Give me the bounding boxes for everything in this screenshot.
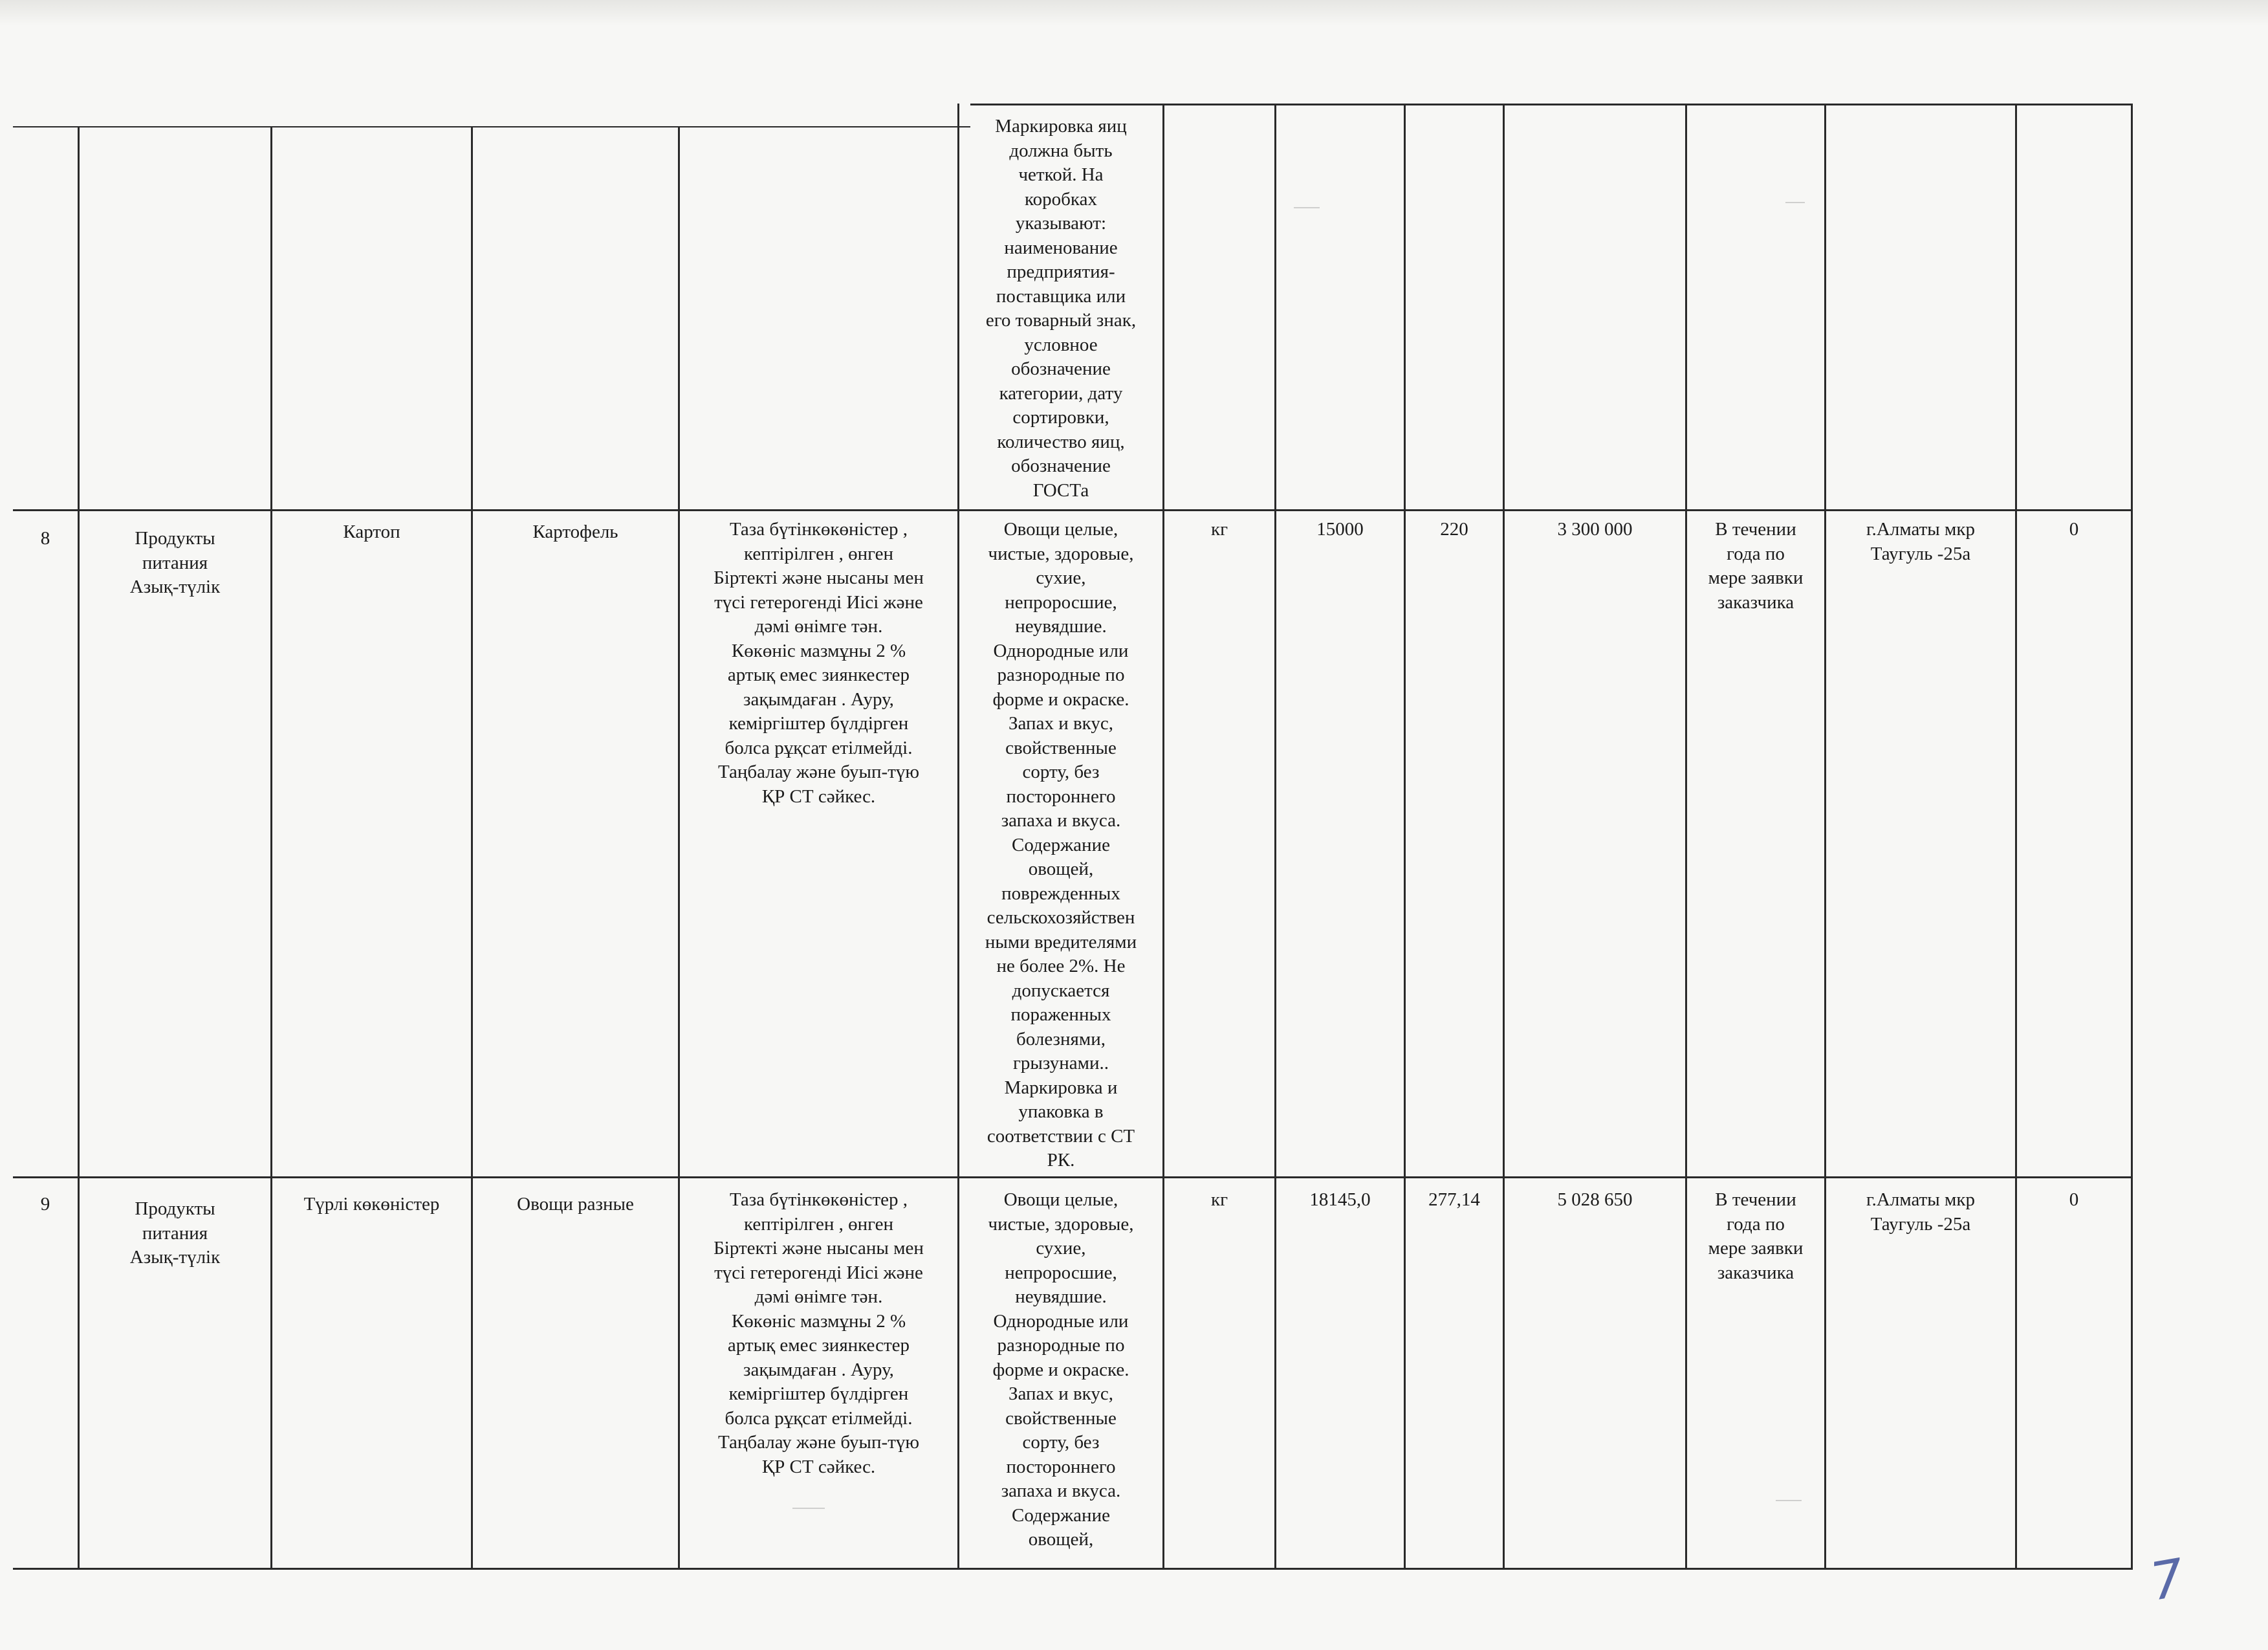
column-divider (1503, 104, 1505, 1570)
row-category: Продукты питания Азық-түлік (129, 1198, 221, 1268)
row-divider (13, 1176, 2133, 1178)
row-requirements-kz: Таза бүтінкөкөністер , кептірілген , өнген Біртекті және нысаны мен түсі гетерогенді Иісі және дәмі өнімге тән. Көкөніс мазмұны 2 % артық емес зиянкестер зақымдаған . Ауру, кеміргіштер бүлдірген болса рұқсат етілмейді. Таңбалау және буып-түю ҚР СТ сәйкес. (714, 519, 924, 807)
row-quantity: 15000 (1316, 519, 1364, 540)
table-top-border (970, 104, 2133, 105)
row-name-ru: Овощи разные (517, 1194, 634, 1215)
row-advance: 0 (2069, 1189, 2079, 1210)
row-name-kz: Түрлі көкөністер (303, 1194, 440, 1215)
row-unit: кг (1211, 1189, 1228, 1210)
column-divider (2015, 104, 2017, 1570)
row-requirements-ru: Овощи целые, чистые, здоровые, сухие, непроросшие, неувядшие. Однородные или разнородные по форме и окраске. Запах и вкус, свойственные сорту, без постороннего запаха и вкуса. Содержание овощей, поврежденных сельскохозяйствен ными вредителями не более 2%. Не допускается пораженных болезнями, грызунами.. Маркировка и упаковка в соответствии с СТ РК. (985, 519, 1137, 1171)
table-right-border (2131, 104, 2133, 1570)
row-number: 9 (40, 1194, 50, 1215)
handwritten-page-number: 7 (2146, 1547, 2189, 1612)
row-delivery-place: г.Алматы мкр Таугуль -25а (1866, 519, 1975, 564)
scan-smudge (1785, 202, 1805, 203)
scan-smudge (792, 1508, 825, 1509)
row-unit: кг (1211, 519, 1228, 540)
column-divider (78, 126, 80, 1570)
scan-smudge (1294, 207, 1320, 208)
row-amount: 5 028 650 (1557, 1189, 1633, 1210)
row-delivery-term: В течении года по мере заявки заказчика (1708, 1189, 1804, 1283)
column-divider (471, 126, 473, 1570)
table-top-border (13, 126, 970, 127)
scan-smudge (1776, 1500, 1802, 1501)
row-name-ru: Картофель (532, 522, 618, 542)
scan-shadow (0, 0, 2268, 26)
column-divider (1685, 104, 1687, 1570)
row-amount: 3 300 000 (1557, 519, 1633, 540)
row-delivery-term: В течении года по мере заявки заказчика (1708, 519, 1804, 613)
table-bottom-border (13, 1568, 2133, 1570)
column-divider (1404, 104, 1406, 1570)
row-name-kz: Картоп (343, 522, 400, 542)
eggs-marking-requirements: Маркировка яиц должна быть четкой. На коробках указывают: наименование предприятия- поставщика или его товарный знак, условное обозначение категории, дату сортировки, количество яиц, обозначение ГОСТа (985, 116, 1137, 501)
row-price: 220 (1440, 519, 1468, 540)
row-requirements-ru: Овощи целые, чистые, здоровые, сухие, непроросшие, неувядшие. Однородные или разнородные по форме и окраске. Запах и вкус, свойственные сорту, без постороннего запаха и вкуса. Содержание овощей, (988, 1189, 1134, 1550)
column-divider (1824, 104, 1826, 1570)
row-delivery-place: г.Алматы мкр Таугуль -25а (1866, 1189, 1975, 1235)
row-advance: 0 (2069, 519, 2079, 540)
column-divider (1162, 104, 1164, 1570)
row-requirements-kz: Таза бүтінкөкөністер , кептірілген , өнген Біртекті және нысаны мен түсі гетерогенді Иісі және дәмі өнімге тән. Көкөніс мазмұны 2 % артық емес зиянкестер зақымдаған . Ауру, кеміргіштер бүлдірген болса рұқсат етілмейді. Таңбалау және буып-түю ҚР СТ сәйкес. (714, 1189, 924, 1477)
row-price: 277,14 (1428, 1189, 1480, 1210)
row-category: Продукты питания Азық-түлік (129, 528, 221, 597)
row-number: 8 (40, 528, 50, 549)
column-divider (270, 126, 272, 1570)
row-quantity: 18145,0 (1309, 1189, 1371, 1210)
column-divider (1274, 104, 1276, 1570)
row-divider (13, 509, 2133, 511)
